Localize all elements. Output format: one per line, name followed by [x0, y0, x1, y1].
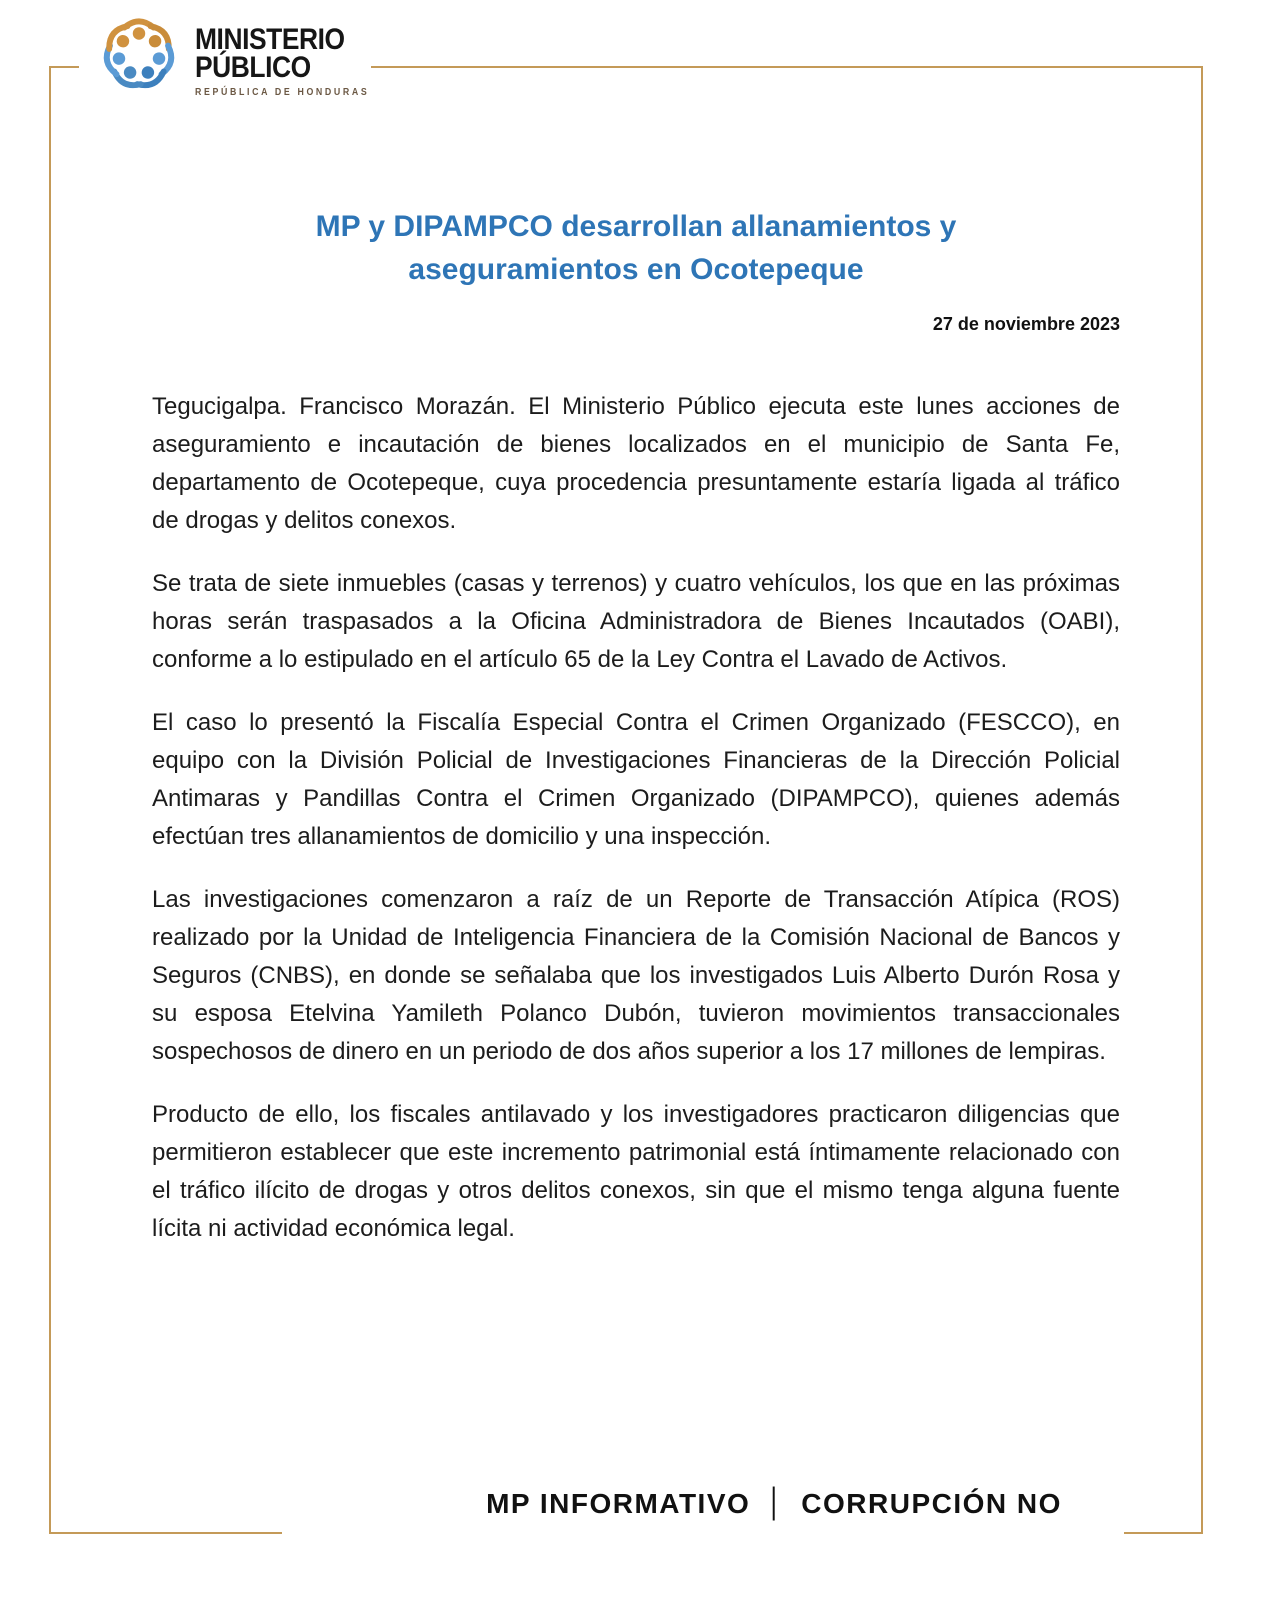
- paragraph-2: Se trata de siete inmuebles (casas y terrenos) y cuatro vehículos, los que en las próximas horas serán traspasados a la Oficina Administradora de Bienes Incautados (OABI), conforme a lo estipulado en el artículo 65 de la Ley Contra el Lavado de Activos.: [152, 570, 1120, 673]
- paragraph-4: Las investigaciones comenzaron a raíz de un Reporte de Transacción Atípica (ROS) realizado por la Unidad de Inteligencia Financiera de la Comisión Nacional de Bancos y Seguros (CNBS), en donde se señalaba que los investigados Luis Alberto Durón Rosa y su esposa Etelvina Yamileth Polanco Dubón, tuvieron movimientos transaccionales sospechosos de dinero en un periodo de dos años superior a los 17 millones de lempiras.: [152, 886, 1120, 1065]
- footer-separator: │: [766, 1487, 786, 1518]
- paragraph-3: El caso lo presentó la Fiscalía Especial Contra el Crimen Organizado (FESCCO), en equipo con la División Policial de Investigaciones Financieras de la Dirección Policial Antimaras y Pandillas Contra el Crimen Organizado (DIPAMPCO), quienes además efectúan tres allanamientos de domicilio y una inspección.: [152, 709, 1120, 850]
- article-date: 27 de noviembre 2023: [932, 314, 1120, 334]
- ministerio-publico-logo: [95, 10, 393, 98]
- logo-name-line2: PÚBLICO: [195, 51, 311, 84]
- paragraph-1: Tegucigalpa. Francisco Morazán. El Ministerio Público ejecuta este lunes acciones de aseguramiento e incautación de bienes localizados en el municipio de Santa Fe, departamento de Ocotepeque, cuya procedencia presuntamente estaría ligada al tráfico de drogas y delitos conexos.: [152, 393, 1120, 534]
- paragraph-5: Producto de ello, los fiscales antilavado y los investigadores practicaron diligencias que permitieron establecer que este incremento patrimonial está íntimamente relacionado con el tráfico ilícito de drogas y otros delitos conexos, sin que el mismo tenga alguna fuente lícita ni actividad económica legal.: [152, 1101, 1120, 1242]
- logo-subtitle: REPÚBLICA DE HONDURAS: [195, 87, 370, 98]
- article-title-line1: MP y DIPAMPCO desarrollan allanamientos y: [315, 210, 957, 243]
- footer-left-label: MP INFORMATIVO: [486, 1488, 751, 1519]
- frame-left-line: [49, 66, 51, 1534]
- article-title: [152, 205, 1120, 291]
- frame-top-line: [371, 66, 1203, 68]
- article-body: [152, 388, 1120, 1273]
- frame-top-left-foot-line: [49, 66, 79, 68]
- logo-name-line1: MINISTERIO: [195, 23, 345, 56]
- people-ring-logo-icon: [95, 10, 183, 98]
- frame-right-line: [1201, 66, 1203, 1534]
- frame-bottom-left-line: [49, 1532, 282, 1534]
- footer-right-label: CORRUPCIÓN NO: [801, 1488, 1062, 1519]
- footer-slogan: [274, 1488, 1272, 1520]
- article-title-line2: aseguramientos en Ocotepeque: [408, 253, 864, 286]
- logo-wordmark: [195, 23, 370, 98]
- frame-bottom-right-foot-line: [1124, 1532, 1203, 1534]
